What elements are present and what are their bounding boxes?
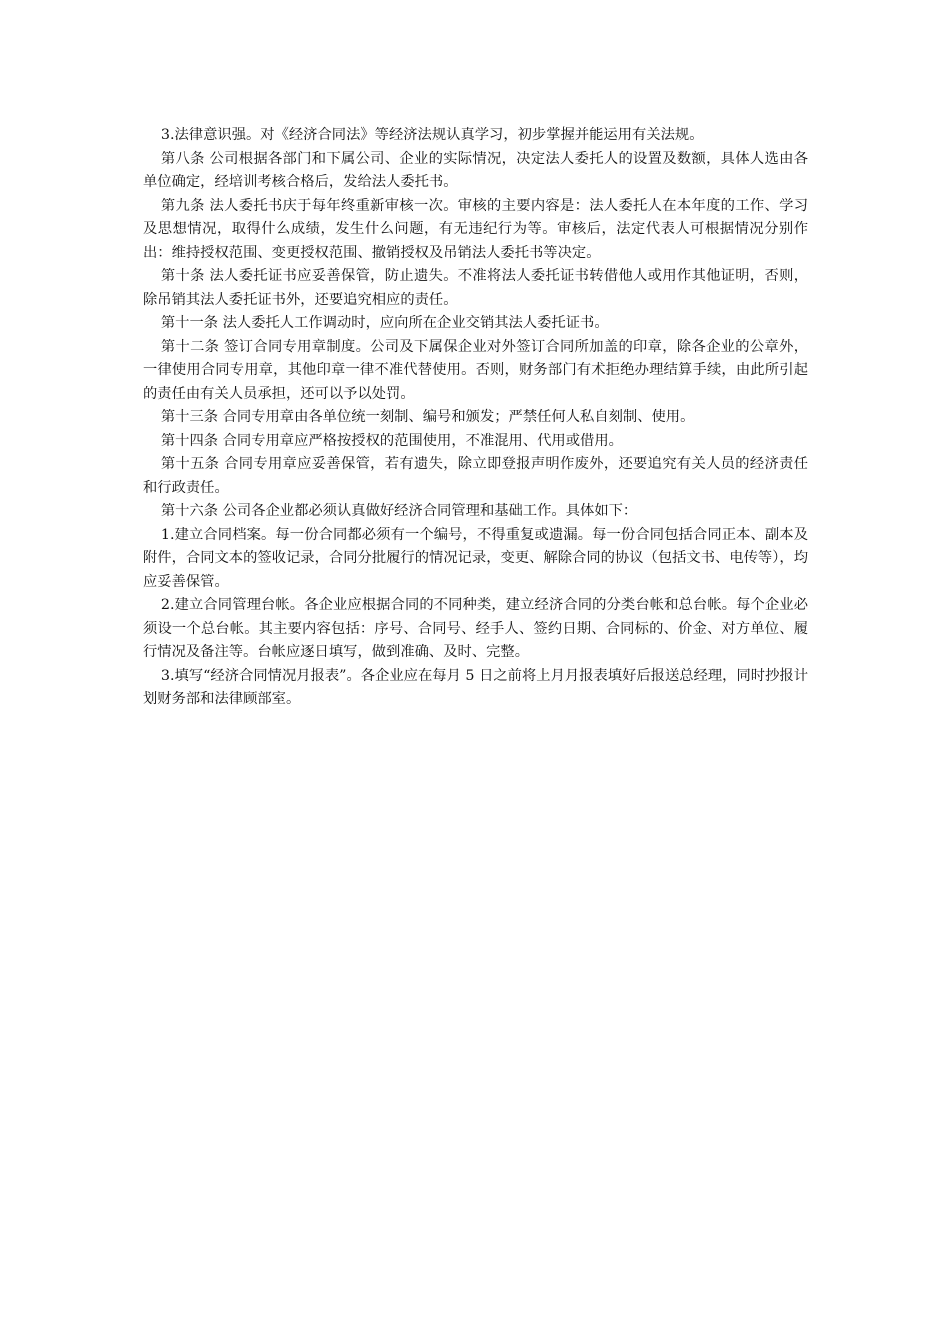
- paragraph-article-10: 第十条 法人委托证书应妥善保管，防止遗失。不准将法人委托证书转借他人或用作其他证明，否则，除吊销其法人委托证书外，还要追究相应的责任。: [143, 268, 808, 308]
- paragraph-article-14: 第十四条 合同专用章应严格按授权的范围使用，不准混用、代用或借用。: [160, 432, 623, 449]
- paragraph-article-15: 第十五条 合同专用章应妥善保管，若有遗失，除立即登报声明作废外，还要追究有关人员的经济责任和行政责任。: [143, 456, 808, 496]
- paragraph-article-13: 第十三条 合同专用章由各单位统一刻制、编号和颁发；严禁任何人私自刻制、使用。: [160, 409, 695, 425]
- paragraph-article-8: 第八条 公司根据各部门和下属公司、企业的实际情况，决定法人委托人的设置及数额，具体人选由各单位确定，经培训考核合格后，发给法人委托书。: [143, 150, 808, 190]
- paragraph-article-11: 第十一条 法人委托人工作调动时，应向所在企业交销其法人委托证书。: [160, 315, 609, 331]
- paragraph-item-monthly-report: 3.填写“经济合同情况月报表”。各企业应在每月 5 日之前将上月月报表填好后报送总经理，同时抄报计划财务部和法律顾部室。: [143, 667, 808, 707]
- paragraph-article-16: 第十六条 公司各企业都必须认真做好经济合同管理和基础工作。具体如下：: [160, 503, 638, 519]
- paragraph-article-9: 第九条 法人委托书庆于每年终重新审核一次。审核的主要内容是：法人委托人在本年度的工作、学习及思想情况，取得什么成绩，发生什么问题，有无违纪行为等。审核后，法定代表人可根据情况分别作出：维持授权范围、变更授权范围、撤销授权及吊销法人委托书等决定。: [143, 197, 808, 261]
- paragraph-legal-awareness: 3.法律意识强。对《经济合同法》等经济法规认真学习，初步掌握并能运用有关法规。: [160, 127, 704, 143]
- paragraph-item-contract-archive: 1.建立合同档案。每一份合同都必须有一个编号，不得重复或遗漏。每一份合同包括合同正本、副本及附件，合同文本的签收记录，合同分批履行的情况记录，变更、解除合同的协议（包括文书、电传等），均应妥善保管。: [143, 526, 808, 590]
- paragraph-article-12: 第十二条 签订合同专用章制度。公司及下属保企业对外签订合同所加盖的印章，除各企业的公章外，一律使用合同专用章，其他印章一律不准代替使用。否则，财务部门有术拒绝办理结算手续，由此所引起的责任由有关人员承担，还可以予以处罚。: [143, 338, 808, 402]
- document-body: [143, 124, 808, 712]
- paragraph-item-contract-ledger: 2.建立合同管理台帐。各企业应根据合同的不同种类，建立经济合同的分类台帐和总台帐。每个企业必须设一个总台帐。其主要内容包括：序号、合同号、经手人、签约日期、合同标的、价金、对方单位、履行情况及备注等。台帐应逐日填写，做到准确、及时、完整。: [143, 597, 808, 660]
